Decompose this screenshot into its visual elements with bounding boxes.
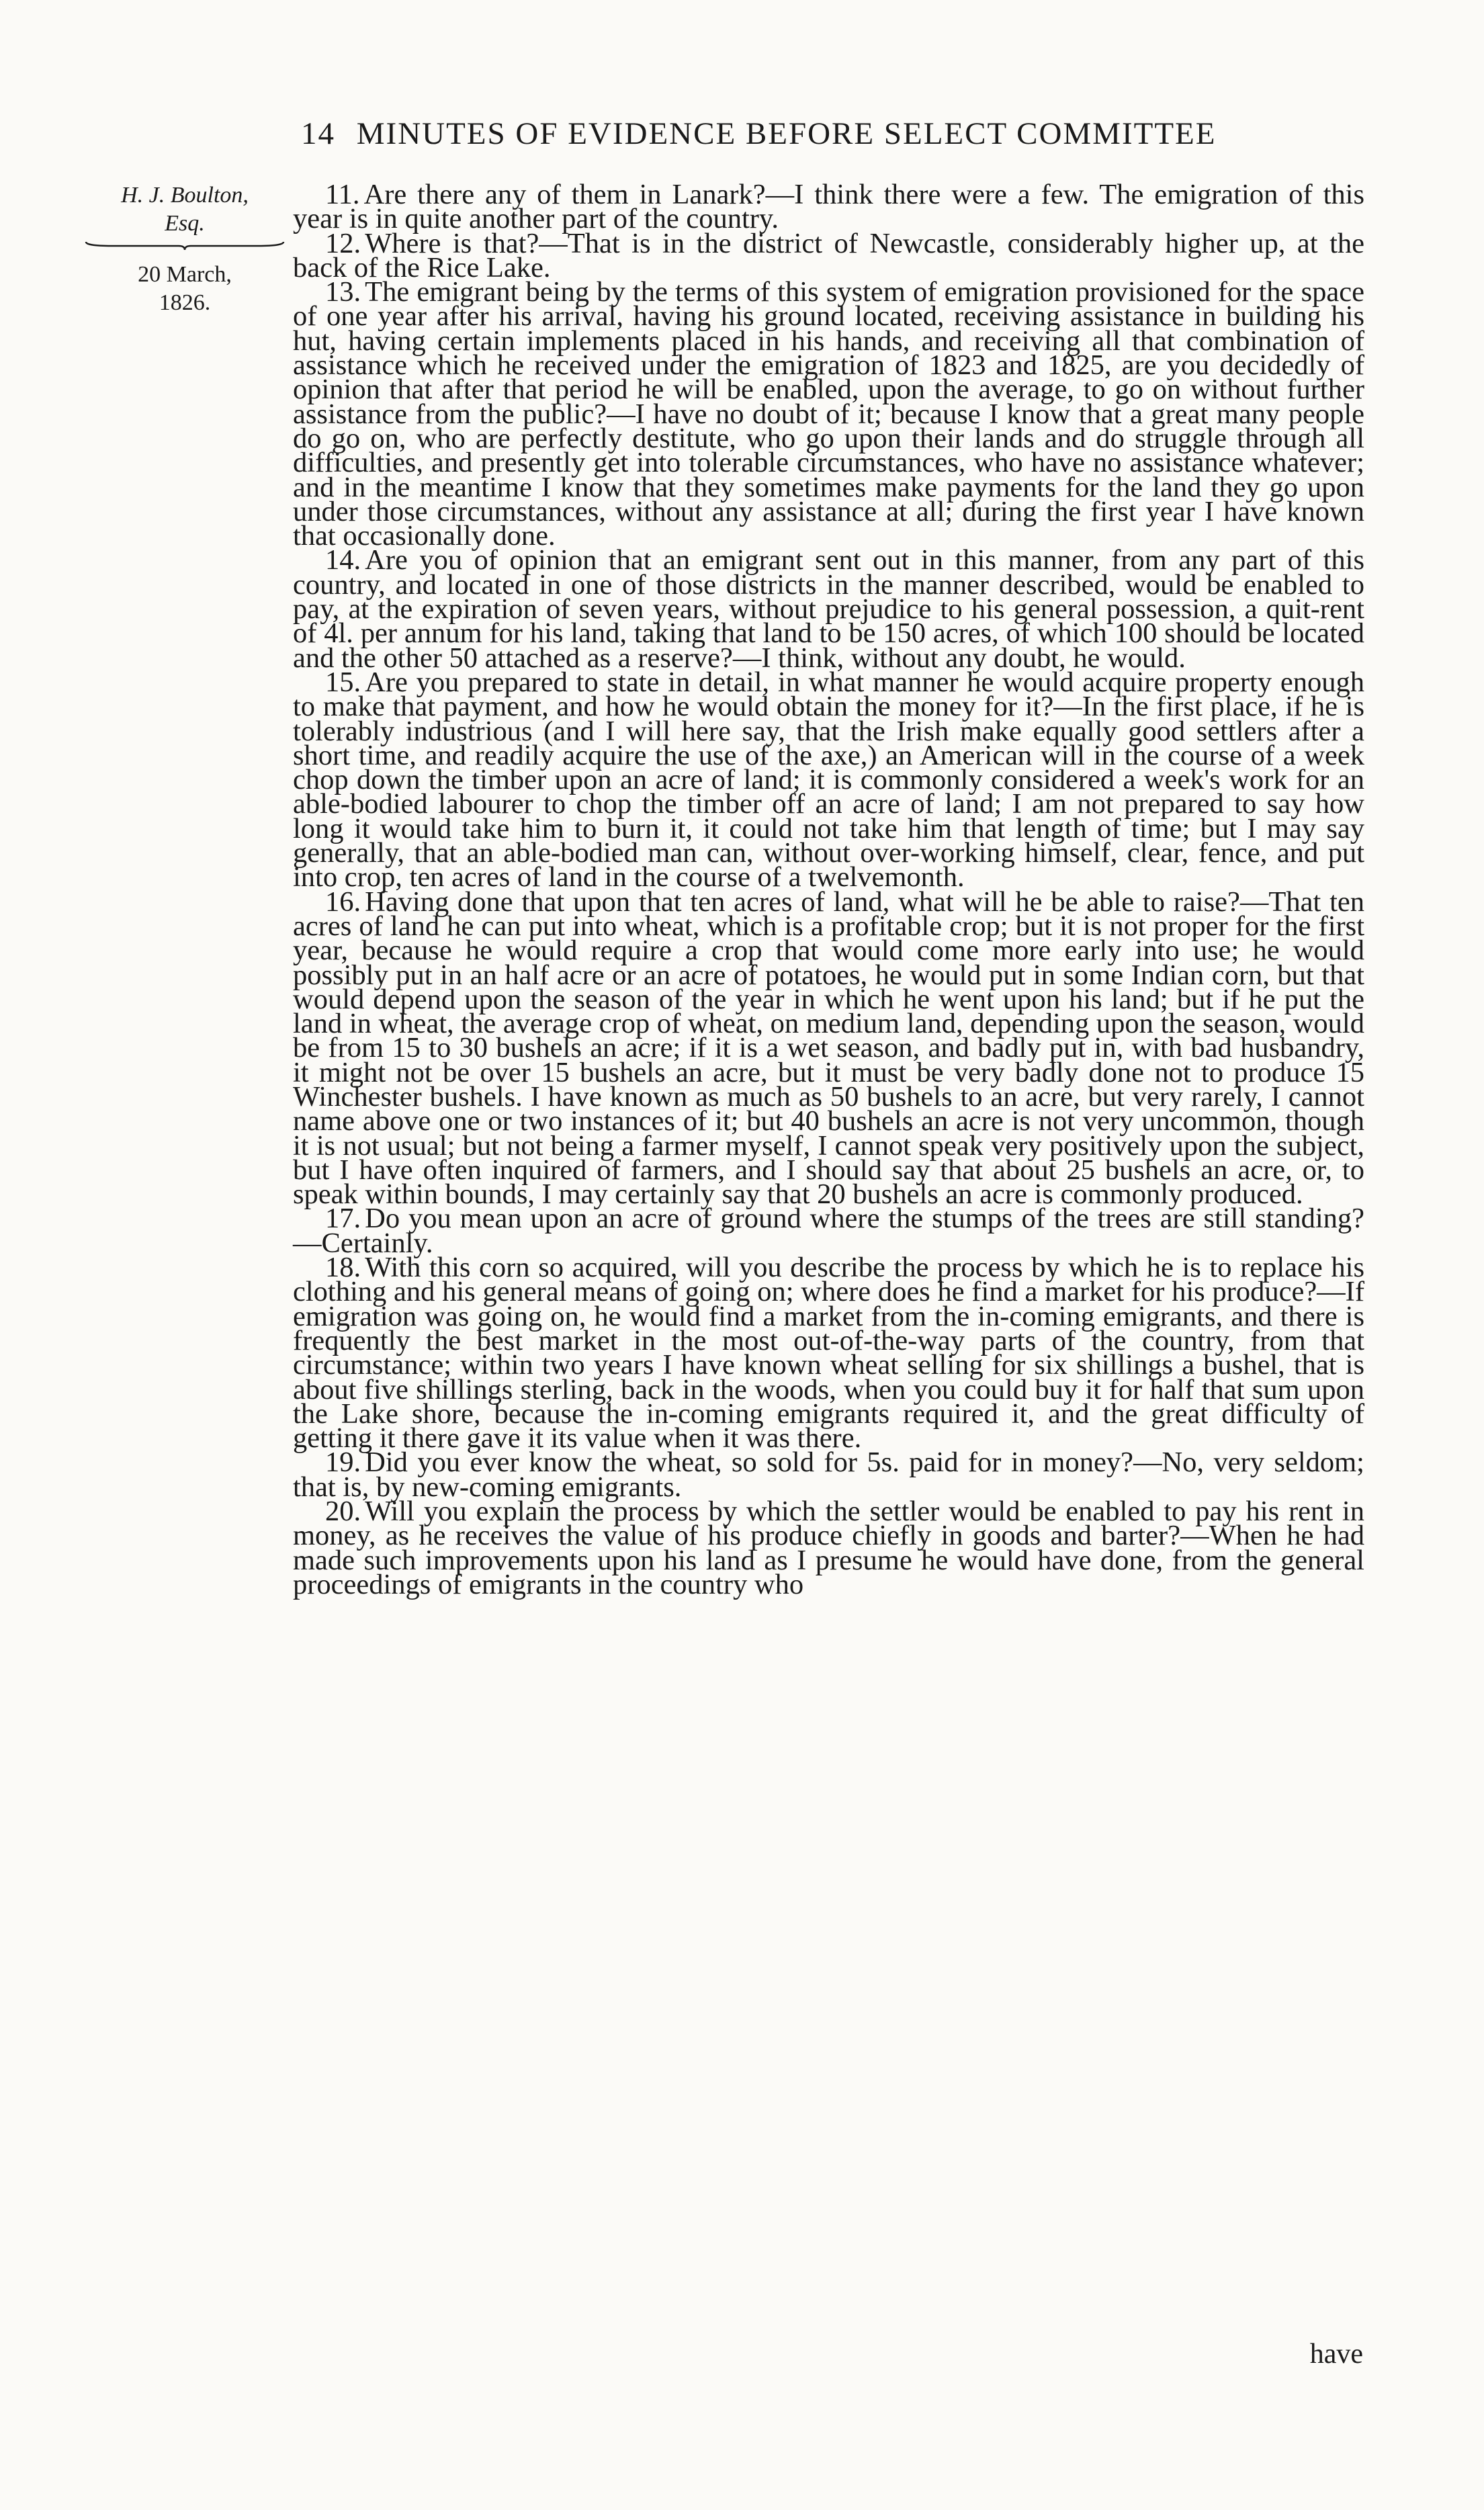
question-number: 20. [325,1496,361,1528]
question-paragraph [293,179,1364,235]
evidence-body [293,179,1364,1600]
question-paragraph [293,227,1364,284]
question-number: 18. [325,1252,361,1284]
question-paragraph [293,1496,1364,1600]
margin-note [74,181,296,317]
question-text: Where is that?—That is in the district of Newcastle, considerably higher up, at the back of the Rice Lake. [293,227,1364,284]
question-text: With this corn so acquired, will you describe the process by which he is to replace his clothing and his general means of going on; where does he find a market for his produce?—If emigration was going on, he would find a market from the in-coming emigrants, and there is frequently the best market in the most out-of-the-way parts of the country, from that circumstance; within two years I have known wheat selling for six shillings a bushel, that is about five shillings sterling, back in the woods, when you could buy it for half that sum upon the Lake shore, because the in-coming emigrants required it, and the great difficulty of getting it there gave it its value when it was there. [293,1252,1364,1455]
margin-brace [85,241,285,251]
question-text: The emigrant being by the terms of this system of emigration provisioned for the space of one year after his arrival, having his ground located, receiving assistance in building his hut, having certain implements placed in his hands, and receiving all that combination of assistance which he received under the emigration of 1823 and 1825, are you decidedly of opinion that after that period he will be enabled, upon the average, to go on without further assistance from the public?—I have no doubt of it; because I know that a great many people do go on, who are perfectly destitute, who go upon their lands and do struggle through all difficulties, and presently get into tolerable circumstances, who have no assistance whatever; and in the meantime I know that they sometimes make payments for the land they go upon under those circumstances, without any assistance at all; during the first year I have known that occasionally done. [293,276,1364,552]
question-number: 12. [325,227,361,259]
question-paragraph [293,544,1364,674]
question-text: Do you mean upon an acre of ground where the stumps of the trees are still standing?—Certainly. [293,1203,1364,1259]
witness-name: H. J. Boulton, [121,183,249,208]
question-text: Will you explain the process by which the settler would be enabled to pay his rent in money, as he receives the value of his produce chiefly in goods and barter?—When he had made such improvements upon his land as I presume he would have done, from the general proceedings of emigrants in the country who [293,1496,1364,1600]
question-paragraph [293,1252,1364,1455]
date-line-1: 20 March, [138,262,232,287]
question-text: Are you of opinion that an emigrant sent out in this manner, from any part of this country, and located in one of those districts in the manner described, would be enabled to pay, at the expiration of seven years, without prejudice to his general possession, a quit-rent of 4l. per annum for his land, taking that land to be 150 acres, of which 100 should be located and the other 50 attached as a reserve?—I think, without any doubt, he would. [293,544,1364,674]
witness-title: Esq. [165,211,205,236]
question-text: Having done that upon that ten acres of land, what will he be able to raise?—That ten acres of land he can put into wheat, which is a profitable crop; but it is not proper for the first year, because he would require a crop that would come more early into use; he would possibly put in an half acre or an acre of potatoes, he would put in some Indian corn, but that would depend upon the season of the year in which he went upon his land; but if he put the land in wheat, the average crop of wheat, on medium land, depending upon the season, would be from 15 to 30 bushels an acre; if it is a wet season, and badly put in, with bad husbandry, it might not be over 15 bushels an acre, but it must be very badly done not to produce 15 Winchester bushels. I have known as much as 50 bushels to an acre, but very rarely, I cannot name above one or two instances of it; but 40 bushels an acre is not very uncommon, though it is not usual; but not being a farmer myself, I cannot speak very positively upon the subject, but I have often inquired of farmers, and I should say that about 25 bushels an acre, or, to speak within bounds, I may certainly say that 20 bushels an acre is commonly produced. [293,885,1364,1211]
question-number: 17. [325,1203,361,1235]
question-number: 16. [325,885,361,918]
question-paragraph [293,666,1364,894]
page-number: 14 [301,116,335,151]
question-number: 15. [325,666,361,698]
question-text: Did you ever know the wheat, so sold for 5s. paid for in money?—No, very seldom; that is, by new-coming emigrants. [293,1446,1364,1503]
question-text: Are you prepared to state in detail, in what manner he would acquire property enough to make that payment, and how he would obtain the money for it?—In the first place, if he is tolerably industrious (and I will here say, that the Irish make equally good settlers after a short time, and readily acquire the use of the axe,) an American will in the course of a week chop down the timber upon an acre of land; it is commonly considered a week's work for an able-bodied labourer to chop the timber off an acre of land; I am not prepared to say how long it would take him to burn it, it could not take him that length of time; but I may say generally, that an able-bodied man can, without over-working himself, clear, fence, and put into crop, ten acres of land in the course of a twelvemonth. [293,666,1364,894]
question-paragraph [293,1203,1364,1259]
running-header [301,116,1376,152]
question-text: Are there any of them in Lanark?—I think there were a few. The emigration of this year is in quite another part of the country. [293,179,1364,235]
date-line-2: 1826. [159,290,211,315]
question-number: 19. [325,1446,361,1479]
page-title: MINUTES OF EVIDENCE BEFORE SELECT COMMITTEE [356,116,1217,151]
question-number: 13. [325,276,361,308]
question-paragraph [293,1446,1364,1503]
question-paragraph [293,276,1364,552]
question-number: 11. [325,179,360,210]
question-paragraph [293,885,1364,1211]
question-number: 14. [325,544,361,576]
catchword: have [1309,2339,1363,2370]
